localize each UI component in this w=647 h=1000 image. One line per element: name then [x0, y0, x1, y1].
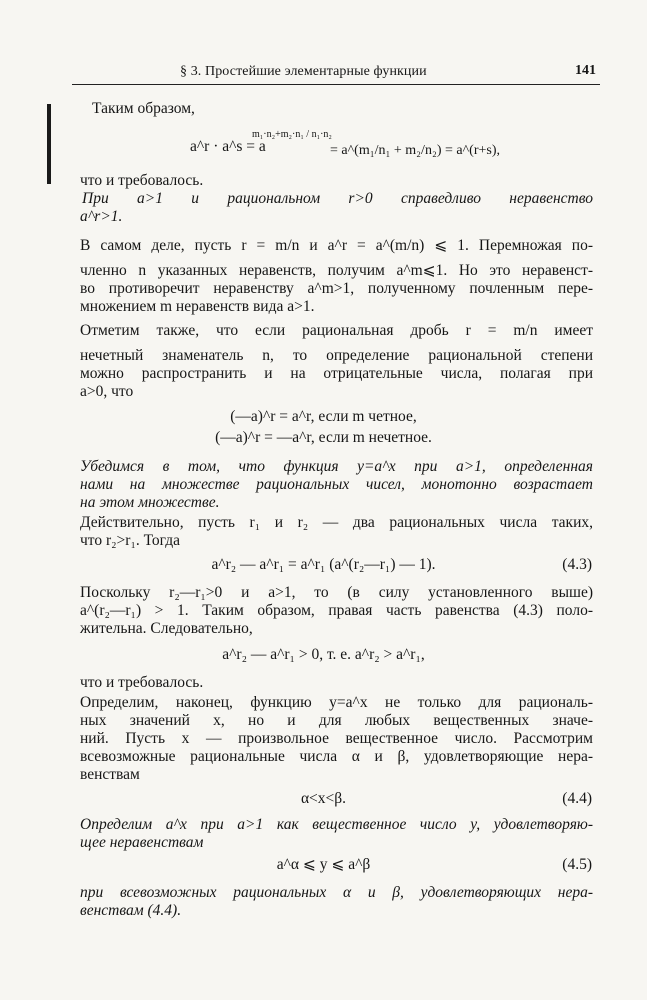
equation-1-exponent: m₁·n₂+m₂·n₁ / n₁·n₂	[252, 129, 332, 140]
text-line: В самом деле, пусть r = m/n и a^r = a^(m/n) ⩽ 1. Перемножая по-	[80, 237, 593, 254]
text-line: всевозможные рациональные числа α и β, удовлетворяющие нера-	[80, 748, 593, 765]
equation-3: (—a)^r = —a^r, если m нечетное.	[215, 429, 432, 446]
text-line: ний. Пусть x — произвольное вещественное число. Рассмотрим	[80, 730, 593, 747]
text-line: Действительно, пусть r₁ и r₂ — два рациональных числа таких,	[80, 514, 593, 531]
text-line: нечетный знаменатель n, то определение рациональной степени	[80, 347, 593, 364]
text-line: Определим a^x при a>1 как вещественное число y, удовлетворяю-	[80, 816, 593, 833]
equation-positive: a^r₂ — a^r₁ > 0, т. е. a^r₂ > a^r₁,	[222, 646, 425, 663]
equation-number: (4.5)	[562, 856, 592, 873]
text-line: при всевозможных рациональных α и β, удовлетворяющих нера-	[80, 884, 593, 901]
text-line: Поскольку r₂—r₁>0 и a>1, то (в силу установленного выше)	[80, 584, 593, 601]
text-line: Убедимся в том, что функция y=a^x при a>1, определенная	[80, 458, 593, 475]
text-line: можно распространить и на отрицательные числа, полагая при	[80, 365, 593, 382]
text-line: во противоречит неравенству a^m>1, полученному почленным пере-	[80, 280, 593, 297]
equation-4-4: α<x<β.	[300, 790, 347, 807]
text-line: жительна. Следовательно,	[80, 620, 253, 637]
text-line: множением m неравенств вида a>1.	[80, 298, 315, 315]
section-title: § 3. Простейшие элементарные функции	[180, 64, 427, 79]
equation-2: (—a)^r = a^r, если m четное,	[230, 408, 417, 425]
page-number: 141	[575, 63, 596, 78]
text-line: что и требовалось.	[80, 674, 204, 691]
text-line: a^(r₂—r₁) > 1. Таким образом, правая часть равенства (4.3) поло-	[80, 602, 593, 619]
text-line: Определим, наконец, функцию y=a^x не только для рациональ-	[80, 694, 593, 711]
text-line: Таким образом,	[92, 100, 195, 117]
equation-4-3: a^r₂ — a^r₁ = a^r₁ (a^(r₂—r₁) — 1).	[211, 556, 436, 573]
equation-1-rhs: = a^(m₁/n₁ + m₂/n₂) = a^(r+s),	[330, 143, 500, 158]
running-header	[72, 62, 600, 85]
text-line: что и требовалось.	[80, 172, 204, 189]
text-line: венствам	[80, 766, 140, 783]
margin-bar	[47, 104, 51, 184]
text-line: При a>1 и рациональном r>0 справедливо неравенство	[82, 190, 593, 207]
text-line: щее неравенствам	[80, 834, 204, 851]
text-line: a^r>1.	[80, 208, 123, 225]
text-line: членно n указанных неравенств, получим a^m⩽1. Но это неравенст-	[80, 262, 593, 279]
text-line: Отметим также, что если рациональная дробь r = m/n имеет	[80, 322, 593, 339]
text-line: ных значений x, но и для любых вещественных значе-	[80, 712, 593, 729]
equation-number: (4.4)	[562, 790, 592, 807]
equation-1: a^r · a^s = a	[190, 138, 266, 155]
text-line: нами на множестве рациональных чисел, монотонно возрастает	[80, 476, 593, 493]
text-line: венствам (4.4).	[80, 902, 182, 919]
text-line: на этом множестве.	[80, 494, 220, 511]
text-line: что r₂>r₁. Тогда	[80, 532, 181, 549]
text-line: a>0, что	[80, 383, 134, 400]
equation-number: (4.3)	[562, 556, 592, 573]
equation-4-5: a^α ⩽ y ⩽ a^β	[276, 856, 371, 873]
